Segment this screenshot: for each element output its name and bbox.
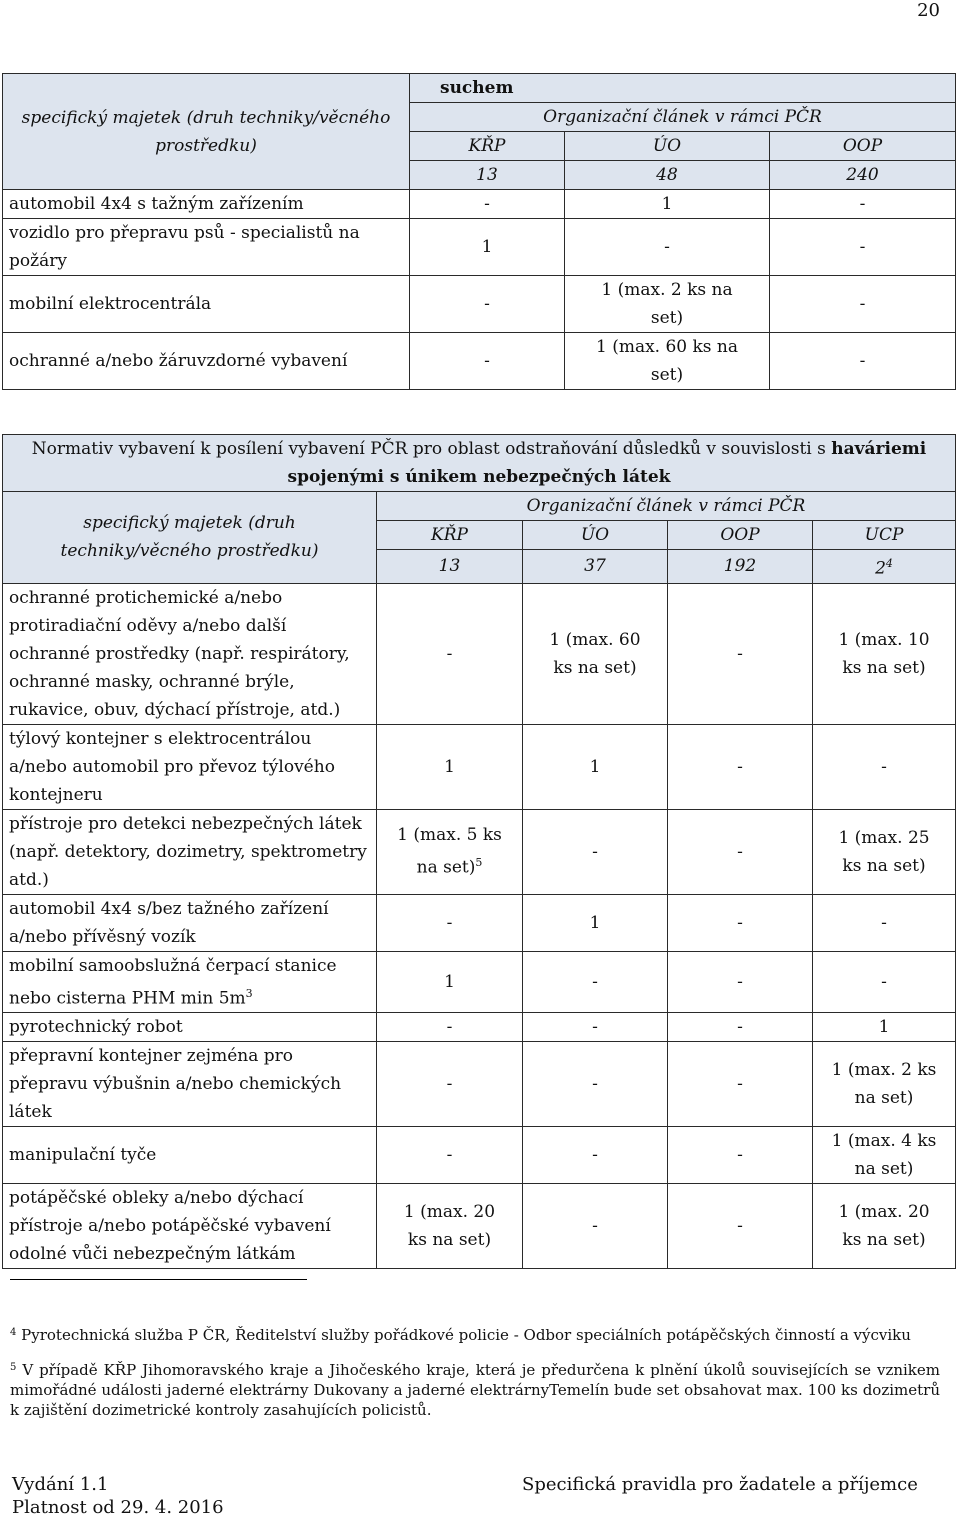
cell-value: -	[668, 1184, 813, 1269]
cell-value: -	[523, 1013, 668, 1042]
cell-value: 1 (max. 2 ks na set)	[813, 1042, 956, 1127]
table-row	[3, 1184, 956, 1269]
asset-header	[3, 74, 410, 190]
col-count-oop: 192	[668, 550, 813, 584]
cell-value: 1	[523, 894, 668, 951]
col-count-uo: 37	[523, 550, 668, 584]
asset-header-text: specifický majetek (druh techniky/věcného prostředku)	[60, 513, 319, 562]
unit-superscript: 3	[245, 986, 253, 1000]
cell-value: -	[410, 190, 565, 219]
footer-edition: Vydání 1.1	[12, 1474, 109, 1495]
cell-value: 1 (max. 60 ks na set)	[565, 333, 770, 390]
table-title	[3, 435, 956, 492]
row-label-text: mobilní samoobslužná čerpací stanice nebo cisterna PHM min 5m	[9, 955, 337, 1009]
cell-value: -	[770, 276, 956, 333]
row-label: potápěčské obleky a/nebo dýchací přístroje a/nebo potápěčské vybavení odolné vůči nebezpečným látkám	[3, 1184, 377, 1269]
table-row	[3, 219, 956, 276]
cell-value: -	[523, 1127, 668, 1184]
cell-value: -	[377, 1042, 523, 1127]
asset-header	[3, 492, 377, 584]
cell-value: 1 (max. 2 ks na set)	[565, 276, 770, 333]
section-title: suchem	[410, 74, 956, 103]
cell-value: -	[770, 333, 956, 390]
cell-value: -	[523, 809, 668, 894]
footnote-mark: 5	[10, 1362, 17, 1373]
footnote-ref: 5	[475, 856, 483, 870]
cell-value: 1	[565, 190, 770, 219]
cell-value: -	[377, 1127, 523, 1184]
footnote-5	[10, 1358, 940, 1420]
table-title-plain: Normativ vybavení k posílení vybavení PČR pro oblast odstraňování důsledků v souvislosti s	[31, 439, 826, 459]
table-row	[3, 894, 956, 951]
cell-value: 1	[813, 1013, 956, 1042]
footnote-mark: 4	[10, 1327, 17, 1338]
equipment-table-dry	[2, 73, 956, 390]
cell-value: -	[813, 951, 956, 1013]
cell-value	[377, 809, 523, 894]
cell-value: 1	[410, 219, 565, 276]
col-count-krp: 13	[377, 550, 523, 584]
cell-value: -	[813, 894, 956, 951]
col-header-krp: KŘP	[410, 132, 565, 161]
table-row	[3, 583, 956, 724]
cell-value: -	[813, 724, 956, 809]
footnote-text: V případě KŘP Jihomoravského kraje a Jihočeského kraje, která je předurčena k plnění úkolů souvisejících se vznikem mimořádné události jaderné elektrárny Dukovany a jaderné elektrárnyTemelín bude set obsahovat max. 100 ks dozimetrů k zajištění dozimetrické kontroly zasahujících policistů.	[10, 1361, 940, 1419]
table-row	[3, 1042, 956, 1127]
table-row	[3, 1127, 956, 1184]
cell-value: -	[523, 1042, 668, 1127]
cell-value: -	[377, 583, 523, 724]
col-count-uo: 48	[565, 161, 770, 190]
table-title-bold: haváriemi spojenými s únikem nebezpečných látek	[287, 439, 927, 487]
cell-value: -	[377, 894, 523, 951]
cell-value: -	[410, 333, 565, 390]
cell-value: -	[565, 219, 770, 276]
row-label: pyrotechnický robot	[3, 1013, 377, 1042]
count-value: 2	[875, 558, 886, 579]
footnote-ref: 4	[885, 557, 893, 570]
cell-value: -	[377, 1013, 523, 1042]
cell-value: -	[668, 894, 813, 951]
equipment-table-hazmat	[2, 434, 956, 1269]
footnote-4	[10, 1323, 940, 1345]
cell-value: -	[668, 724, 813, 809]
cell-value: -	[668, 951, 813, 1013]
cell-value: 1	[523, 724, 668, 809]
table-row	[3, 724, 956, 809]
cell-value: -	[523, 951, 668, 1013]
cell-value: 1 (max. 60 ks na set)	[523, 583, 668, 724]
footer-validity: Platnost od 29. 4. 2016	[12, 1497, 224, 1518]
cell-value: 1	[377, 724, 523, 809]
cell-value: -	[523, 1184, 668, 1269]
col-header-uo: ÚO	[565, 132, 770, 161]
col-header-ucp: UCP	[813, 521, 956, 550]
cell-value: 1	[377, 951, 523, 1013]
page-number: 20	[917, 0, 940, 21]
org-unit-header: Organizační článek v rámci PČR	[410, 103, 956, 132]
col-header-krp: KŘP	[377, 521, 523, 550]
col-header-oop: OOP	[668, 521, 813, 550]
col-header-oop: OOP	[770, 132, 956, 161]
col-header-uo: ÚO	[523, 521, 668, 550]
cell-value: -	[770, 219, 956, 276]
row-label: automobil 4x4 s tažným zařízením	[3, 190, 410, 219]
table-row	[3, 951, 956, 1013]
row-label: přístroje pro detekci nebezpečných látek (např. detektory, dozimetry, spektrometry atd.)	[3, 809, 377, 894]
table-row	[3, 190, 956, 219]
cell-value: -	[668, 1127, 813, 1184]
row-label: automobil 4x4 s/bez tažného zařízení a/nebo přívěsný vozík	[3, 894, 377, 951]
org-unit-header: Organizační článek v rámci PČR	[377, 492, 956, 521]
row-label: týlový kontejner s elektrocentrálou a/nebo automobil pro převoz týlového kontejneru	[3, 724, 377, 809]
cell-value: -	[770, 190, 956, 219]
table-row	[3, 333, 956, 390]
row-label: přepravní kontejner zejména pro přepravu výbušnin a/nebo chemických látek	[3, 1042, 377, 1127]
cell-value: -	[668, 1042, 813, 1127]
footnote-separator	[10, 1279, 307, 1280]
cell-value: -	[668, 583, 813, 724]
cell-value: 1 (max. 25 ks na set)	[813, 809, 956, 894]
col-count-krp: 13	[410, 161, 565, 190]
cell-value: 1 (max. 10 ks na set)	[813, 583, 956, 724]
row-label: vozidlo pro přepravu psů - specialistů na požáry	[3, 219, 410, 276]
cell-value: -	[668, 809, 813, 894]
cell-value: 1 (max. 20 ks na set)	[377, 1184, 523, 1269]
footer-doc-title: Specifická pravidla pro žadatele a příjemce	[522, 1474, 918, 1495]
cell-value: 1 (max. 4 ks na set)	[813, 1127, 956, 1184]
row-label: manipulační tyče	[3, 1127, 377, 1184]
footnote-text: Pyrotechnická služba P ČR, Ředitelství služby pořádkové policie - Odbor speciálních potápěčských činností a výcviku	[21, 1326, 911, 1344]
row-label: ochranné protichemické a/nebo protiradiační oděvy a/nebo další ochranné prostředky (např. respirátory, ochranné masky, ochranné brýle, rukavice, obuv, dýchací přístroje, atd.)	[3, 583, 377, 724]
table-row	[3, 1013, 956, 1042]
cell-value: 1 (max. 20 ks na set)	[813, 1184, 956, 1269]
row-label: ochranné a/nebo žáruvzdorné vybavení	[3, 333, 410, 390]
col-count-oop: 240	[770, 161, 956, 190]
cell-text: 1 (max. 5 ks na set)	[397, 825, 502, 878]
asset-header-text: specifický majetek (druh techniky/věcného prostředku)	[21, 107, 391, 156]
table-row	[3, 276, 956, 333]
cell-value: -	[410, 276, 565, 333]
cell-value: -	[668, 1013, 813, 1042]
table-row	[3, 809, 956, 894]
row-label	[3, 951, 377, 1013]
row-label: mobilní elektrocentrála	[3, 276, 410, 333]
col-count-ucp	[813, 550, 956, 584]
